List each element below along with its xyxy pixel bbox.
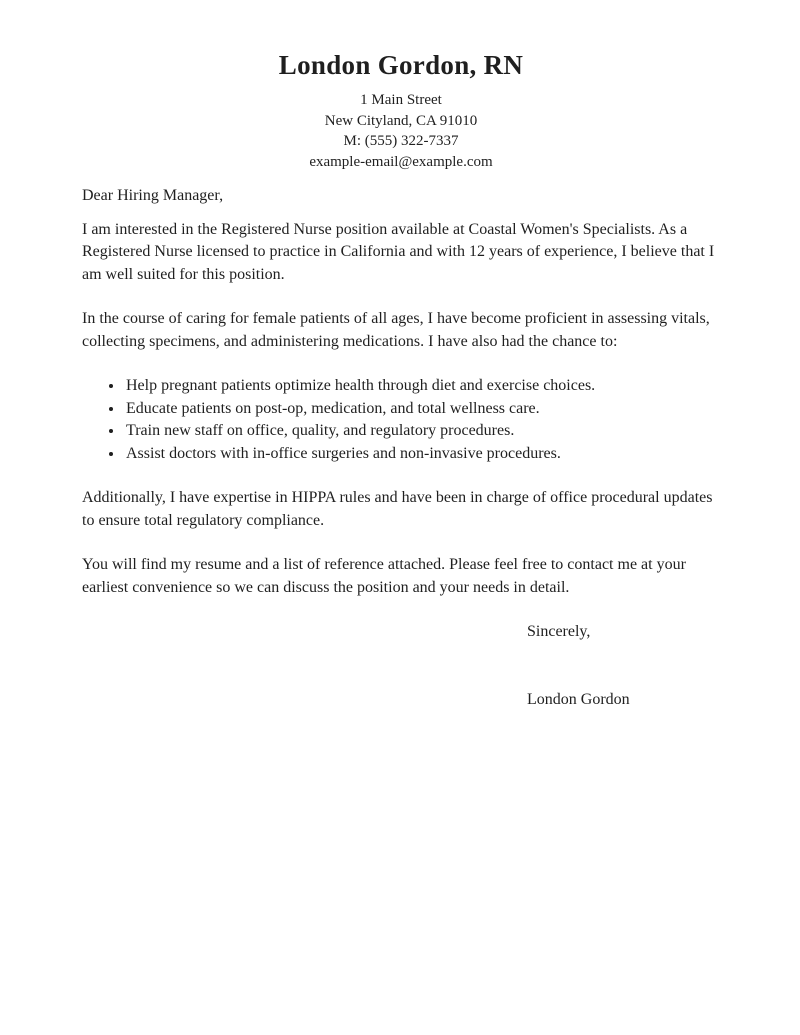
letter-body [82,185,720,711]
paragraph-call-to-action: You will find my resume and a list of reference attached. Please feel free to contact me at your earliest convenience so we can discuss the position and your needs in detail. [82,556,686,596]
list-item: • Educate patients on post-op, medication, and total wellness care. [124,398,720,421]
list-item: • Assist doctors with in-office surgeries and non-invasive procedures. [124,443,720,466]
phone-number: M: (555) 322-7337 [343,133,459,149]
list-item: • Train new staff on office, quality, and regulatory procedures. [124,420,720,443]
paragraph-intro: I am interested in the Registered Nurse position available at Coastal Women's Specialists. As a Registered Nurse licensed to practice in California and with 12 years of experience, I believe that I am well suited for this position. [82,220,715,283]
address-city-state-zip: New Cityland, CA 91010 [324,112,478,129]
address-street: 1 Main Street [360,92,442,108]
paragraph-compliance: Additionally, I have expertise in HIPPA rules and have been in charge of office procedural updates to ensure total regulatory compliance. [82,489,713,529]
letter-header [82,50,720,172]
salutation: Dear Hiring Manager, [82,187,224,204]
duties-list [82,375,720,465]
paragraph-experience: In the course of caring for female patients of all ages, I have become proficient in assessing vitals, collecting specimens, and administering medications. I have also had the chance to: [82,310,710,350]
signature-name: London Gordon [527,690,630,708]
signoff: Sincerely, [527,623,591,640]
email-address: example-email@example.com [309,153,493,170]
list-item: • Help pregnant patients optimize health through diet and exercise choices. [124,375,720,398]
closing-block [527,621,720,711]
applicant-name: London Gordon, RN [278,50,524,80]
